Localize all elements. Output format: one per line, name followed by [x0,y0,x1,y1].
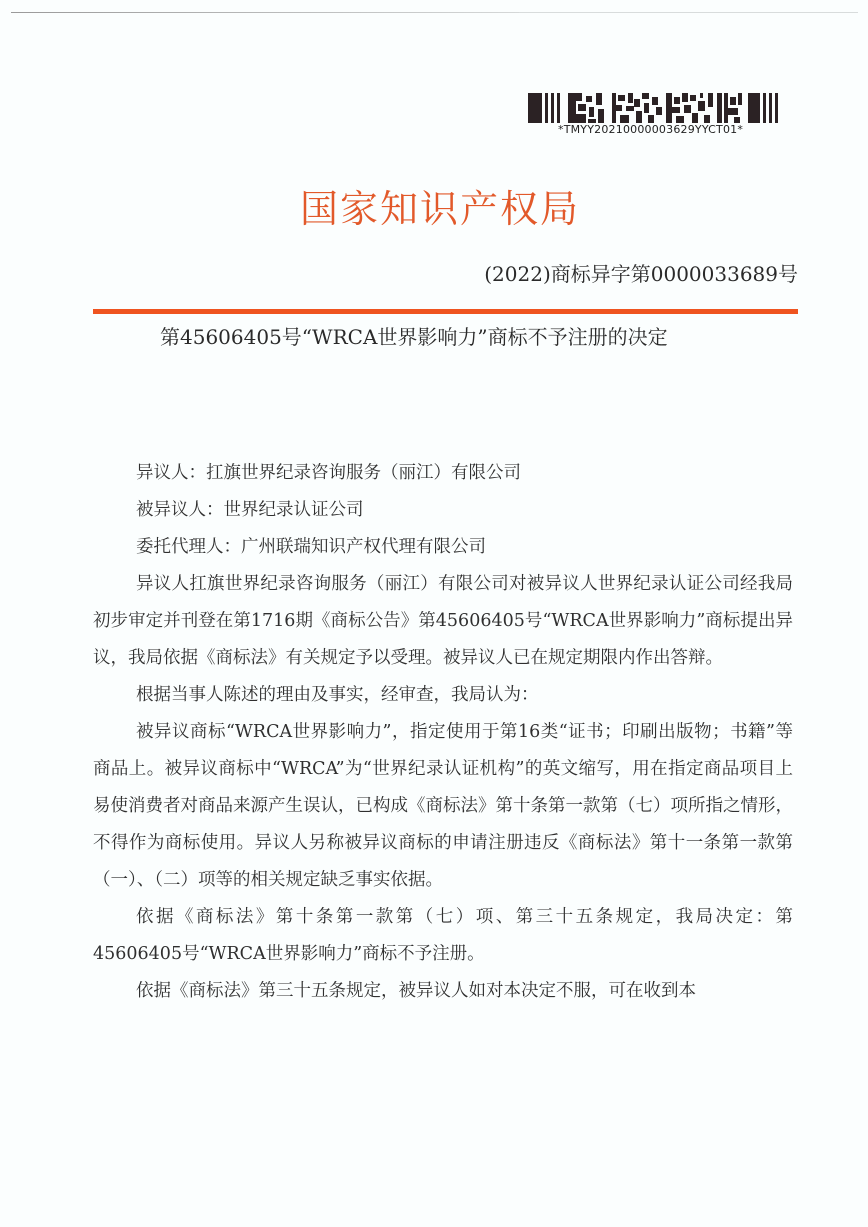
paragraph-appeal-notice: 依据《商标法》第三十五条规定，被异议人如对本决定不服，可在收到本 [136,981,696,1001]
scan-edge-shadow [11,12,519,13]
agency-title: 国家知识产权局 [300,187,581,231]
barcode [528,93,778,123]
paragraph-findings: 被异议商标“WRCA世界影响力”，指定使用于第16类“证书；印刷出版物；书籍”等商品上。被异议商标中“WRCA”为“世界纪录认证机构”的英文缩写，用在指定商品项目上易使消费者对商品来源产生误认，已构成《商标法》第十条第一款第（七）项所指之情形，不得作为商标使用。异议人另称被异议商标的申请注册违反《商标法》第十一条第一款第（一）、（二）项等的相关规定缺乏事实依据。 [93,722,793,890]
respondent-line: 被异议人：世界纪录认证公司 [136,500,364,520]
paragraph-decision: 依据《商标法》第十条第一款第（七）项、第三十五条规定，我局决定：第45606405号“WRCA世界影响力”商标不予注册。 [93,907,793,964]
paragraph-background: 异议人扛旗世界纪录咨询服务（丽江）有限公司对被异议人世界纪录认证公司经我局初步审定并刊登在第1716期《商标公告》第45606405号“WRCA世界影响力”商标提出异议，我局依据《商标法》有关规定予以受理。被异议人已在规定期限内作出答辩。 [93,574,793,668]
paragraph-examination-intro: 根据当事人陈述的理由及事实，经审查，我局认为： [136,685,539,705]
decision-title: 第45606405号“WRCA世界影响力”商标不予注册的决定 [160,325,668,349]
opponent-line: 异议人：扛旗世界纪录咨询服务（丽江）有限公司 [136,463,521,483]
barcode-icon [528,93,778,123]
header-divider [93,309,798,314]
document-number: (2022)商标异字第0000033689号 [484,262,798,286]
barcode-code-text: *TMYY20210000003629YYCT01* [558,123,744,136]
agent-line: 委托代理人：广州联瑞知识产权代理有限公司 [136,537,486,557]
document-body [93,455,793,1010]
